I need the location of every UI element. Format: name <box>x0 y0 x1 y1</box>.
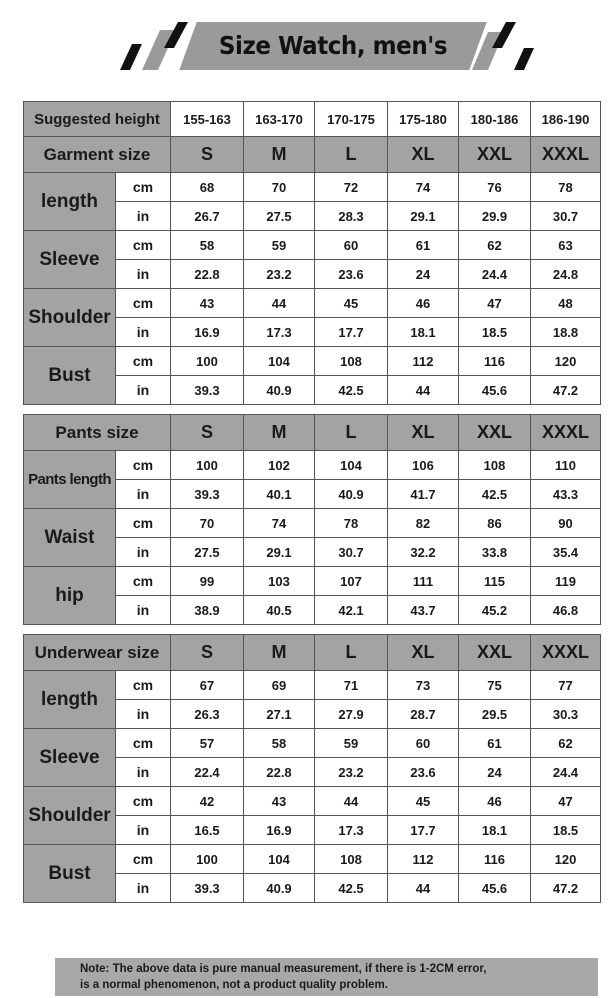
measurement-value: 116 <box>459 347 531 376</box>
measurement-value: 47 <box>531 787 601 816</box>
measurement-value: 44 <box>388 376 459 405</box>
measurement-value: 18.5 <box>459 318 531 347</box>
measurement-category: Bust <box>24 845 116 903</box>
measurement-value: 100 <box>171 845 244 874</box>
measurement-value: 72 <box>315 173 388 202</box>
measurement-value: 112 <box>388 845 459 874</box>
measurement-value: 43.3 <box>531 480 601 509</box>
measurement-value: 17.3 <box>244 318 315 347</box>
table-row <box>24 567 601 596</box>
measurement-value: 29.9 <box>459 202 531 231</box>
measurement-value: 100 <box>171 451 244 480</box>
table-row <box>24 509 601 538</box>
measurement-value: 24.8 <box>531 260 601 289</box>
measurement-category: Sleeve <box>24 231 116 289</box>
table-row <box>24 845 601 874</box>
unit-label: cm <box>116 671 171 700</box>
header-row <box>24 635 601 671</box>
measurement-value: 75 <box>459 671 531 700</box>
right-slash-decoration-icon <box>470 20 550 72</box>
measurement-category: Bust <box>24 347 116 405</box>
measurement-value: 61 <box>388 231 459 260</box>
measurement-value: 59 <box>244 231 315 260</box>
measurement-value: 115 <box>459 567 531 596</box>
measurement-value: 61 <box>459 729 531 758</box>
measurement-value: 16.9 <box>244 816 315 845</box>
unit-label: in <box>116 758 171 787</box>
measurement-value: 38.9 <box>171 596 244 625</box>
table-row <box>24 729 601 758</box>
measurement-value: 40.5 <box>244 596 315 625</box>
size-label-cell: L <box>315 415 388 451</box>
measurement-value: 43 <box>244 787 315 816</box>
measurement-value: 90 <box>531 509 601 538</box>
measurement-value: 33.8 <box>459 538 531 567</box>
measurement-value: 78 <box>531 173 601 202</box>
measurement-value: 102 <box>244 451 315 480</box>
height-range-cell: 186-190 <box>531 102 601 137</box>
measurement-category: length <box>24 173 116 231</box>
size-label-cell: S <box>171 415 244 451</box>
measurement-value: 45.2 <box>459 596 531 625</box>
measurement-value: 42.5 <box>315 376 388 405</box>
unit-label: cm <box>116 509 171 538</box>
measurement-value: 28.7 <box>388 700 459 729</box>
measurement-value: 120 <box>531 845 601 874</box>
unit-label: cm <box>116 451 171 480</box>
measurement-value: 120 <box>531 347 601 376</box>
header-label: Underwear size <box>24 635 171 671</box>
measurement-value: 16.9 <box>171 318 244 347</box>
unit-label: cm <box>116 347 171 376</box>
measurement-value: 106 <box>388 451 459 480</box>
measurement-value: 107 <box>315 567 388 596</box>
measurement-value: 103 <box>244 567 315 596</box>
measurement-value: 58 <box>171 231 244 260</box>
measurement-value: 30.3 <box>531 700 601 729</box>
measurement-value: 86 <box>459 509 531 538</box>
size-label-cell: XXXL <box>531 137 601 173</box>
header-row <box>24 415 601 451</box>
unit-label: in <box>116 202 171 231</box>
measurement-value: 111 <box>388 567 459 596</box>
measurement-value: 39.3 <box>171 874 244 903</box>
measurement-value: 47.2 <box>531 376 601 405</box>
measurement-value: 40.9 <box>315 480 388 509</box>
size-label-cell: XL <box>388 635 459 671</box>
measurement-value: 110 <box>531 451 601 480</box>
measurement-value: 42.1 <box>315 596 388 625</box>
measurement-value: 39.3 <box>171 480 244 509</box>
measurement-value: 112 <box>388 347 459 376</box>
measurement-note <box>55 958 598 996</box>
measurement-value: 69 <box>244 671 315 700</box>
size-label-cell: M <box>244 415 315 451</box>
measurement-value: 108 <box>315 347 388 376</box>
measurement-value: 73 <box>388 671 459 700</box>
measurement-value: 58 <box>244 729 315 758</box>
measurement-value: 44 <box>388 874 459 903</box>
measurement-value: 24 <box>388 260 459 289</box>
height-range-cell: 180-186 <box>459 102 531 137</box>
unit-label: in <box>116 480 171 509</box>
unit-label: in <box>116 376 171 405</box>
unit-label: cm <box>116 567 171 596</box>
measurement-value: 42.5 <box>315 874 388 903</box>
measurement-value: 44 <box>244 289 315 318</box>
measurement-value: 70 <box>171 509 244 538</box>
table-row <box>24 451 601 480</box>
measurement-value: 17.7 <box>315 318 388 347</box>
measurement-value: 45 <box>388 787 459 816</box>
measurement-value: 27.5 <box>244 202 315 231</box>
size-label-cell: XXL <box>459 137 531 173</box>
measurement-value: 16.5 <box>171 816 244 845</box>
measurement-value: 68 <box>171 173 244 202</box>
measurement-value: 24.4 <box>459 260 531 289</box>
measurement-value: 43.7 <box>388 596 459 625</box>
measurement-value: 46 <box>388 289 459 318</box>
measurement-value: 22.8 <box>244 758 315 787</box>
measurement-value: 116 <box>459 845 531 874</box>
measurement-value: 27.1 <box>244 700 315 729</box>
measurement-value: 30.7 <box>531 202 601 231</box>
measurement-value: 23.2 <box>315 758 388 787</box>
measurement-value: 22.4 <box>171 758 244 787</box>
header-row <box>24 102 601 137</box>
pants-size-table <box>23 414 601 625</box>
measurement-category: Shoulder <box>24 787 116 845</box>
measurement-value: 46 <box>459 787 531 816</box>
garment-size-table <box>23 101 601 405</box>
measurement-value: 76 <box>459 173 531 202</box>
measurement-value: 29.5 <box>459 700 531 729</box>
unit-label: in <box>116 318 171 347</box>
measurement-value: 99 <box>171 567 244 596</box>
measurement-value: 35.4 <box>531 538 601 567</box>
size-label-cell: M <box>244 635 315 671</box>
header-label: Pants size <box>24 415 171 451</box>
table-row <box>24 173 601 202</box>
measurement-value: 104 <box>315 451 388 480</box>
size-label-cell: M <box>244 137 315 173</box>
table-row <box>24 347 601 376</box>
size-label-cell: XXL <box>459 415 531 451</box>
measurement-value: 40.9 <box>244 376 315 405</box>
measurement-value: 108 <box>315 845 388 874</box>
measurement-value: 43 <box>171 289 244 318</box>
measurement-value: 45.6 <box>459 874 531 903</box>
unit-label: cm <box>116 845 171 874</box>
table-row <box>24 671 601 700</box>
measurement-category: Pants length <box>24 451 116 509</box>
measurement-category: Sleeve <box>24 729 116 787</box>
unit-label: cm <box>116 787 171 816</box>
size-label-cell: XL <box>388 415 459 451</box>
measurement-value: 67 <box>171 671 244 700</box>
size-label-cell: S <box>171 137 244 173</box>
size-label-cell: L <box>315 137 388 173</box>
measurement-value: 32.2 <box>388 538 459 567</box>
measurement-value: 45.6 <box>459 376 531 405</box>
measurement-value: 63 <box>531 231 601 260</box>
measurement-value: 47 <box>459 289 531 318</box>
unit-label: cm <box>116 289 171 318</box>
measurement-value: 23.2 <box>244 260 315 289</box>
note-line-1: Note: The above data is pure manual measurement, if there is 1-2CM error, <box>80 963 487 975</box>
size-label-cell: XXXL <box>531 635 601 671</box>
measurement-value: 44 <box>315 787 388 816</box>
measurement-value: 42.5 <box>459 480 531 509</box>
measurement-value: 104 <box>244 347 315 376</box>
height-range-cell: 155-163 <box>171 102 244 137</box>
measurement-value: 18.1 <box>459 816 531 845</box>
underwear-size-table <box>23 634 601 903</box>
title-banner <box>0 20 608 72</box>
measurement-value: 40.9 <box>244 874 315 903</box>
table-row <box>24 231 601 260</box>
measurement-value: 82 <box>388 509 459 538</box>
size-label-cell: XXL <box>459 635 531 671</box>
measurement-value: 28.3 <box>315 202 388 231</box>
measurement-value: 29.1 <box>388 202 459 231</box>
height-range-cell: 170-175 <box>315 102 388 137</box>
measurement-value: 41.7 <box>388 480 459 509</box>
measurement-value: 18.5 <box>531 816 601 845</box>
measurement-value: 78 <box>315 509 388 538</box>
measurement-category: Shoulder <box>24 289 116 347</box>
height-range-cell: 163-170 <box>244 102 315 137</box>
size-label-cell: S <box>171 635 244 671</box>
measurement-value: 42 <box>171 787 244 816</box>
measurement-value: 30.7 <box>315 538 388 567</box>
measurement-value: 74 <box>244 509 315 538</box>
measurement-value: 119 <box>531 567 601 596</box>
measurement-value: 74 <box>388 173 459 202</box>
measurement-value: 46.8 <box>531 596 601 625</box>
measurement-value: 62 <box>531 729 601 758</box>
size-label-cell: XXXL <box>531 415 601 451</box>
header-label: Garment size <box>24 137 171 173</box>
unit-label: in <box>116 700 171 729</box>
measurement-value: 17.7 <box>388 816 459 845</box>
measurement-value: 26.3 <box>171 700 244 729</box>
measurement-value: 23.6 <box>388 758 459 787</box>
unit-label: cm <box>116 231 171 260</box>
measurement-value: 27.9 <box>315 700 388 729</box>
measurement-value: 18.1 <box>388 318 459 347</box>
measurement-category: hip <box>24 567 116 625</box>
height-range-cell: 175-180 <box>388 102 459 137</box>
unit-label: in <box>116 538 171 567</box>
measurement-value: 26.7 <box>171 202 244 231</box>
measurement-value: 71 <box>315 671 388 700</box>
unit-label: in <box>116 596 171 625</box>
unit-label: in <box>116 874 171 903</box>
unit-label: in <box>116 260 171 289</box>
measurement-value: 60 <box>388 729 459 758</box>
measurement-value: 40.1 <box>244 480 315 509</box>
unit-label: cm <box>116 173 171 202</box>
measurement-value: 39.3 <box>171 376 244 405</box>
measurement-value: 18.8 <box>531 318 601 347</box>
header-row <box>24 137 601 173</box>
measurement-value: 24.4 <box>531 758 601 787</box>
size-label-cell: XL <box>388 137 459 173</box>
measurement-value: 24 <box>459 758 531 787</box>
size-label-cell: L <box>315 635 388 671</box>
measurement-value: 70 <box>244 173 315 202</box>
measurement-value: 104 <box>244 845 315 874</box>
unit-label: in <box>116 816 171 845</box>
table-row <box>24 787 601 816</box>
measurement-value: 100 <box>171 347 244 376</box>
measurement-value: 22.8 <box>171 260 244 289</box>
measurement-value: 59 <box>315 729 388 758</box>
measurement-value: 60 <box>315 231 388 260</box>
measurement-value: 27.5 <box>171 538 244 567</box>
page-title: Size Watch, men's <box>218 31 448 60</box>
measurement-value: 29.1 <box>244 538 315 567</box>
measurement-value: 45 <box>315 289 388 318</box>
measurement-category: length <box>24 671 116 729</box>
unit-label: cm <box>116 729 171 758</box>
measurement-value: 57 <box>171 729 244 758</box>
table-row <box>24 289 601 318</box>
measurement-value: 17.3 <box>315 816 388 845</box>
note-line-2: is a normal phenomenon, not a product quality problem. <box>80 979 388 991</box>
measurement-value: 48 <box>531 289 601 318</box>
measurement-value: 47.2 <box>531 874 601 903</box>
measurement-value: 62 <box>459 231 531 260</box>
measurement-value: 77 <box>531 671 601 700</box>
measurement-category: Waist <box>24 509 116 567</box>
measurement-value: 108 <box>459 451 531 480</box>
header-label: Suggested height <box>24 102 171 137</box>
measurement-value: 23.6 <box>315 260 388 289</box>
